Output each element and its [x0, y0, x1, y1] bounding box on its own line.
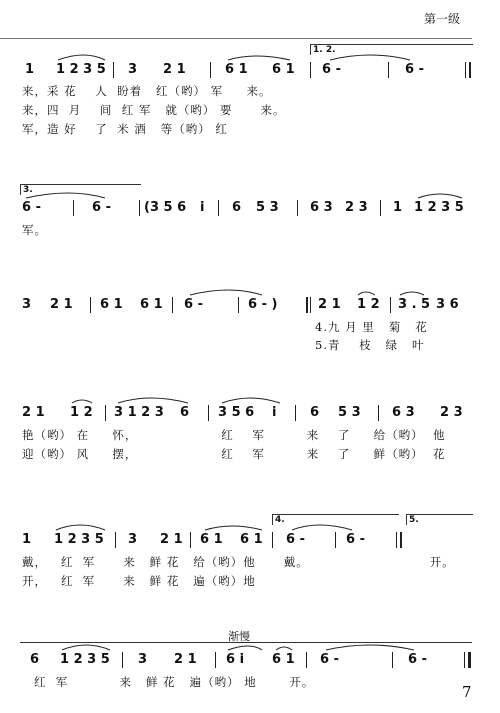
- note-group: 3: [22, 297, 32, 312]
- note-group: 1 2 3 5: [54, 532, 104, 547]
- note-group: 2 1: [318, 297, 341, 312]
- volta-bracket: [310, 44, 473, 55]
- note-group: 3 1 2 3: [114, 405, 164, 420]
- note-group: i: [200, 200, 205, 215]
- lyric-line: 戴， 红 军 来 鲜 花 给（哟）他 戴。 开。: [22, 555, 455, 569]
- note-group: 1 2 3 5: [56, 62, 106, 77]
- lyric-line: 迎（哟） 风 摆， 红 军 来 了 鲜（哟） 花: [22, 447, 446, 461]
- note-group: 2 1: [50, 297, 73, 312]
- note-group: 6 1: [140, 297, 163, 312]
- note-group: 6 i: [226, 652, 245, 667]
- note-group: 6 3: [392, 405, 415, 420]
- note-group: 6: [232, 200, 242, 215]
- lyric-line: 红 军 来 鲜 花 遍（哟） 地 开。: [34, 675, 315, 689]
- note-group: 6 -: [322, 62, 341, 77]
- lyric-line: 4.九 月 里 菊 花: [315, 320, 428, 334]
- volta-bracket: [406, 514, 473, 525]
- slurs: [0, 297, 500, 317]
- note-group: 6 1: [100, 297, 123, 312]
- note-group: 6 -: [92, 200, 111, 215]
- level-label: 第一级: [424, 12, 461, 26]
- slurs: [0, 62, 500, 82]
- note-group: 6 - ): [248, 297, 278, 312]
- note-group: 1: [393, 200, 403, 215]
- lyric-line: 艳（哟） 在 怀， 红 军 来 了 给（哟） 他: [22, 428, 446, 442]
- phrase-line: [20, 642, 472, 643]
- note-group: 6: [310, 405, 320, 420]
- volta-label: 4.: [275, 515, 285, 525]
- note-group: 6 1: [240, 532, 263, 547]
- note-group: 6 1: [272, 62, 295, 77]
- note-group: 6: [180, 405, 190, 420]
- slurs: [0, 532, 500, 552]
- volta-bracket: [272, 514, 399, 525]
- note-group: 6: [30, 652, 40, 667]
- lyric-line: 军，造 好 了 米 酒 等（哟） 红: [22, 122, 228, 136]
- volta-label: 1. 2.: [313, 45, 336, 55]
- note-group: 2 3: [440, 405, 463, 420]
- header-rule: [0, 38, 472, 39]
- note-group: 3: [128, 62, 138, 77]
- note-group: 6 1: [225, 62, 248, 77]
- note-group: 5 3: [256, 200, 279, 215]
- lyric-line: 开， 红 军 来 鲜 花 遍（哟）地: [22, 574, 256, 588]
- note-group: 3: [138, 652, 148, 667]
- note-group: 6 3: [310, 200, 333, 215]
- note-group: 6 -: [286, 532, 305, 547]
- note-group: 3 6: [436, 297, 459, 312]
- volta-label: 3.: [23, 185, 33, 195]
- volta-label: 5.: [409, 515, 419, 525]
- slurs: [0, 652, 500, 672]
- note-group: 2 1: [22, 405, 45, 420]
- note-group: i: [272, 405, 277, 420]
- note-group: 1: [22, 532, 32, 547]
- lyric-line: 来，四 月 间 红 军 就（哟） 要 来。: [22, 103, 286, 117]
- note-group: 3: [128, 532, 138, 547]
- lyric-line: 军。: [22, 223, 47, 237]
- lyric-line: 来，采 花 人 盼着 红（哟） 军 来。: [22, 84, 272, 98]
- note-group: 6 -: [320, 652, 339, 667]
- note-group: 6 1: [272, 652, 295, 667]
- note-group: 6 -: [22, 200, 41, 215]
- note-group: 2 1: [174, 652, 197, 667]
- note-group: 2 1: [160, 532, 183, 547]
- note-group: 6 -: [405, 62, 424, 77]
- note-group: 2 3: [345, 200, 368, 215]
- note-group: 3 . 5: [398, 297, 431, 312]
- note-group: 1 2: [70, 405, 93, 420]
- note-group: 1 2 3 5: [60, 652, 110, 667]
- note-group: 6 -: [346, 532, 365, 547]
- lyric-line: 5.青 枝 绿 叶: [315, 338, 425, 352]
- slurs: [0, 200, 500, 220]
- note-group: 1 2: [357, 297, 380, 312]
- note-group: 5 3: [338, 405, 361, 420]
- note-group: 6 1: [200, 532, 223, 547]
- note-group: 1 2 3 5: [414, 200, 464, 215]
- note-group: 1: [25, 62, 35, 77]
- note-group: 6 -: [184, 297, 203, 312]
- note-group: 3 5 6: [218, 405, 255, 420]
- note-group: (3 5 6: [144, 200, 187, 215]
- slurs: [0, 405, 500, 425]
- page-number: 7: [462, 683, 472, 701]
- note-group: 2 1: [163, 62, 186, 77]
- tempo-marking: 渐慢: [228, 630, 250, 643]
- note-group: 6 -: [408, 652, 427, 667]
